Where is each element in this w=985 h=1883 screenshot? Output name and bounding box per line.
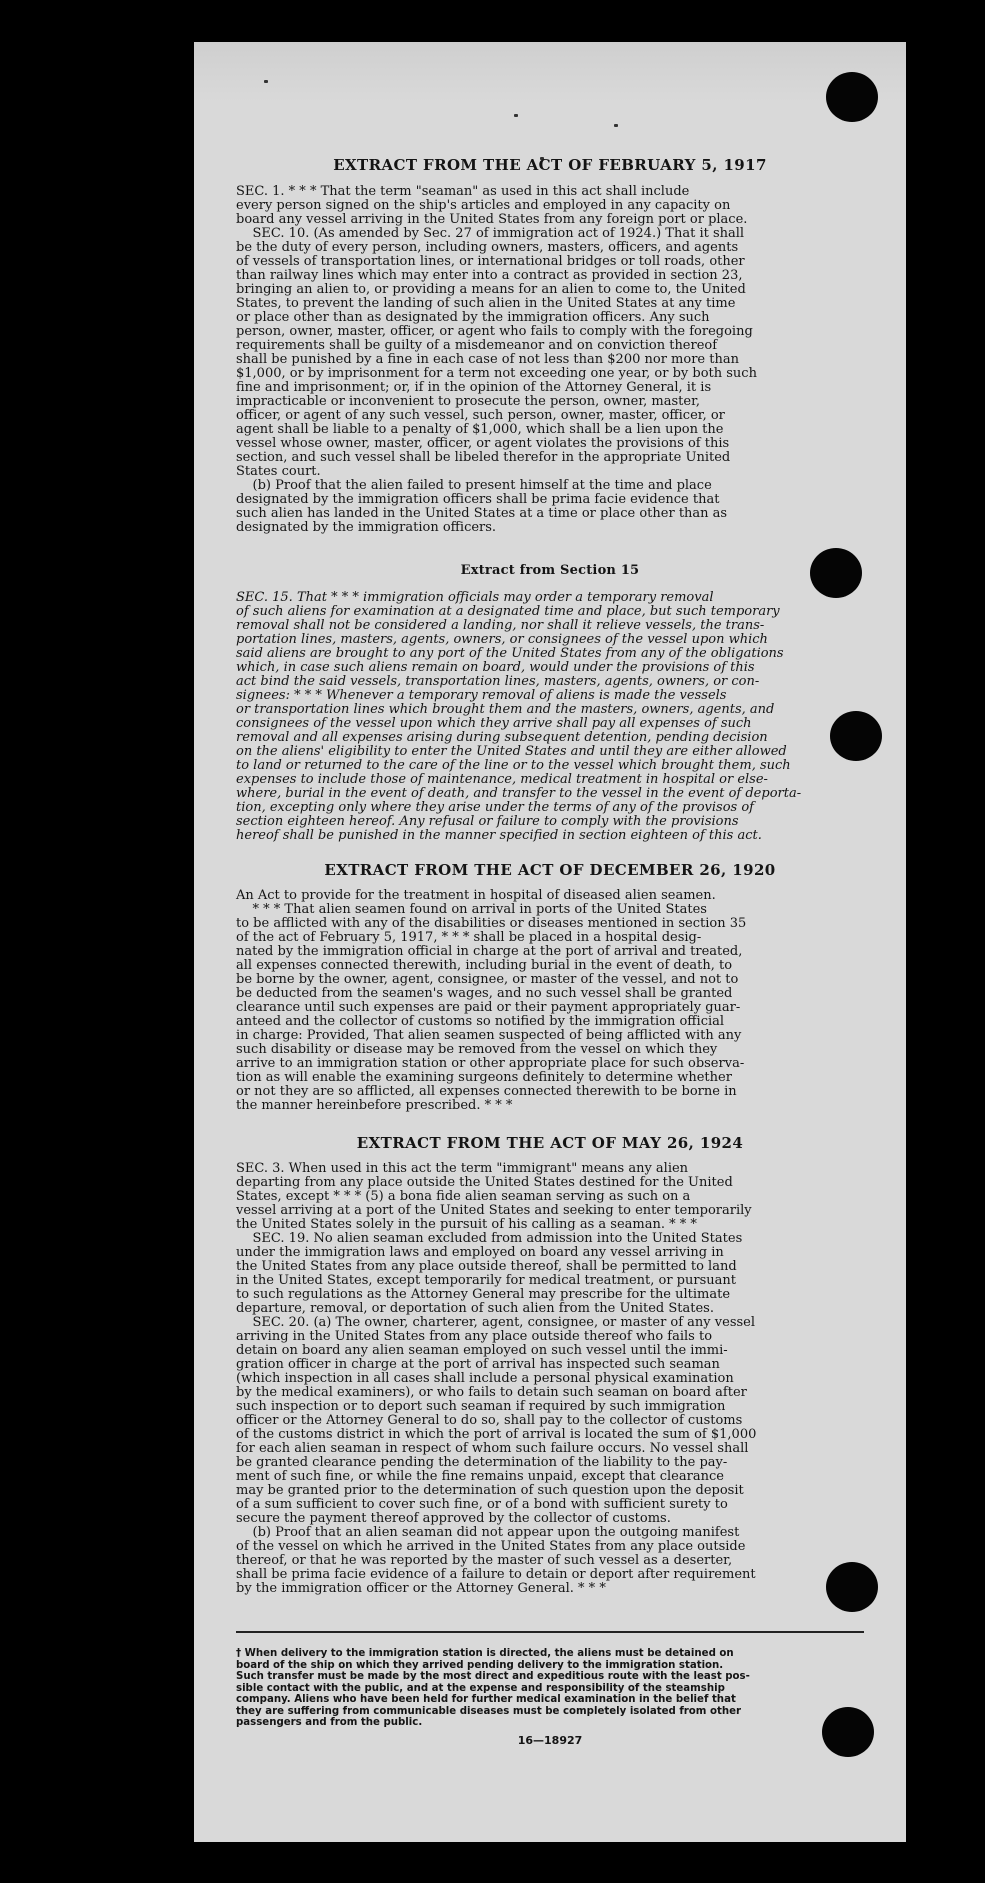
- form-number: 16—18927: [517, 1734, 583, 1747]
- scan-speck: [264, 80, 268, 83]
- scan-header-smudge: [194, 42, 906, 102]
- document-page: [194, 42, 906, 1842]
- text-act-1920: An Act to provide for the treatment in hospital of diseased alien seamen. * * * That alien seamen found on arrival in ports of the United States to be afflicted with any of the disabilities or diseases mentioned in section 35 of the act of February 5, 1917, * * * shall be placed in a hospital desig- nated by the immigration official in charge at the port of arrival and treated, all expenses connected therewith, including burial in the event of death, to be borne by the owner, agent, consignee, or master of the vessel, and not to be deducted from the seamen's wages, and no such vessel shall be granted clearance until such expenses are paid or their payment appropriately guar- anteed and the collector of customs so notified by the immigration official in charge: Provided, That alien seamen suspected of being afflicted with any such disability or disease may be removed from the vessel on which they arrive to an immigration station or other appropriate place for such observa- tion as will enable the examining surgeons definitely to determine whether or not they are so afflicted, all expenses connected therewith to be borne in the manner hereinbefore prescribed. * * *: [236, 888, 747, 1113]
- scan-speck: [614, 124, 618, 127]
- text-act-1924: SEC. 3. When used in this act the term "immigrant" means any alien departing from any place outside the United States destined for the United States, except * * * (5) a bona fide alien seaman serving as such on a vessel arriving at a port of the United States and seeking to enter temporarily the United States solely in the pursuit of his calling as a seaman. * * * SEC. 19. No alien seaman excluded from admission into the United States under the immigration laws and employed on board any vessel arriving in the United States from any place outside thereof, shall be permitted to land in the United States, except temporarily for medical treatment, or pursuant to such regulations as the Attorney General may prescribe for the ultimate departure, removal, or deportation of such alien from the United States. SEC. 20. (a) The owner, charterer, agent, consignee, or master of any vessel arriving in the United States from any place outside thereof who fails to detain on board any alien seaman employed on such vessel until the immi- gration officer in charge at the port of arrival has inspected such seaman (which inspection in all cases shall include a personal physical examination by the medical examiners), or who fails to detain such seaman on board after such inspection or to deport such seaman if required by such immigration officer or the Attorney General to do so, shall pay to the collector of customs of the customs district in which the port of arrival is located the sum of $1,000 for each alien seaman in respect of whom such failure occurs. No vessel shall be granted clearance pending the determination of the liability to the pay- ment of such fine, or while the fine remains unpaid, except that clearance may be granted prior to the determination of such question upon the deposit of a sum sufficient to cover such fine, or of a bond with sufficient surety to secure the payment thereof approved by the collector of customs. (b) Proof that an alien seaman did not appear upon the outgoing manifest of the vessel on which he arrived in the United States from any place outside thereof, or that he was reported by the master of such vessel as a deserter, shall be prima facie evidence of a failure to detain or deport after requirement by the immigration officer or the Attorney General. * * *: [236, 1161, 757, 1596]
- heading-section-15: Extract from Section 15: [460, 563, 640, 578]
- text-section-15: SEC. 15. That * * * immigration officials may order a temporary removal of such aliens for examination at a designated time and place, but such temporary removal shall not be considered a landing, nor shall it relieve vessels, the trans- portation lines, masters, agents, owners, or consignees of the vessel upon which said aliens are brought to any port of the United States from any of the obligations which, in case such aliens remain on board, would under the provisions of this act bind the said vessels, transportation lines, masters, agents, owners, or con- signees: * * * Whenever a temporary removal of aliens is made the vessels or transportation lines which brought them and the masters, owners, agents, and consignees of the vessel upon which they arrive shall pay all expenses of such removal and all expenses arising during subsequent detention, pending decision on the aliens' eligibility to enter the United States and until they are either allowed to land or returned to the care of the line or to the vessel which brought them, such expenses to include those of maintenance, medical treatment in hospital or else- where, burial in the event of death, and transfer to the vessel in the event of deporta- tion, excepting only where they arise under the terms of any of the provisos of section eighteen hereof. Any refusal or failure to comply with the provisions hereof shall be punished in the manner specified in section eighteen of this act.: [236, 590, 802, 843]
- footnote-divider: [236, 1631, 864, 1633]
- heading-act-1924: EXTRACT FROM THE ACT OF MAY 26, 1924: [356, 1134, 744, 1152]
- scan-speck: [514, 114, 518, 117]
- text-act-1917: SEC. 1. * * * That the term "seaman" as used in this act shall include every person signed on the ship's articles and employed in any capacity on board any vessel arriving in the United States from any foreign port or place. SEC. 10. (As amended by Sec. 27 of immigration act of 1924.) That it shall be the duty of every person, including owners, masters, officers, and agents of vessels of transportation lines, or international bridges or toll roads, other than railway lines which may enter into a contract as provided in section 23, bringing an alien to, or providing a means for an alien to come to, the United States, to prevent the landing of such alien in the United States at any time or place other than as designated by the immigration officers. Any such person, owner, master, officer, or agent who fails to comply with the foregoing requirements shall be guilty of a misdemeanor and on conviction thereof shall be punished by a fine in each case of not less than $200 nor more than $1,000, or by imprisonment for a term not exceeding one year, or by both such fine and imprisonment; or, if in the opinion of the Attorney General, it is impracticable or inconvenient to prosecute the person, owner, master, officer, or agent of any such vessel, such person, owner, master, officer, or agent shall be liable to a penalty of $1,000, which shall be a lien upon the vessel whose owner, master, officer, or agent violates the provisions of this section, and such vessel shall be libeled therefor in the appropriate United States court. (b) Proof that the alien failed to present himself at the time and place designated by the immigration officers shall be prima facie evidence that such alien has landed in the United States at a time or place other than as designated by the immigration officers.: [236, 184, 757, 535]
- punch-hole: [826, 72, 878, 122]
- footnote: † When delivery to the immigration station is directed, the aliens must be detained on board of the ship on which they arrived pending delivery to the immigration station. Such transfer must be made by the most direct and expeditious route with the least pos- sible contact with the public, and at the expense and responsibility of the steamship company. Aliens who have been held for further medical examination in the belief that they are suffering from communicable diseases must be completely isolated from other passengers and from the public.: [236, 1648, 750, 1728]
- heading-act-1917: EXTRACT FROM THE ACT OF FEBRUARY 5, 1917: [333, 156, 767, 174]
- heading-act-1920: EXTRACT FROM THE ACT OF DECEMBER 26, 1920: [324, 861, 776, 879]
